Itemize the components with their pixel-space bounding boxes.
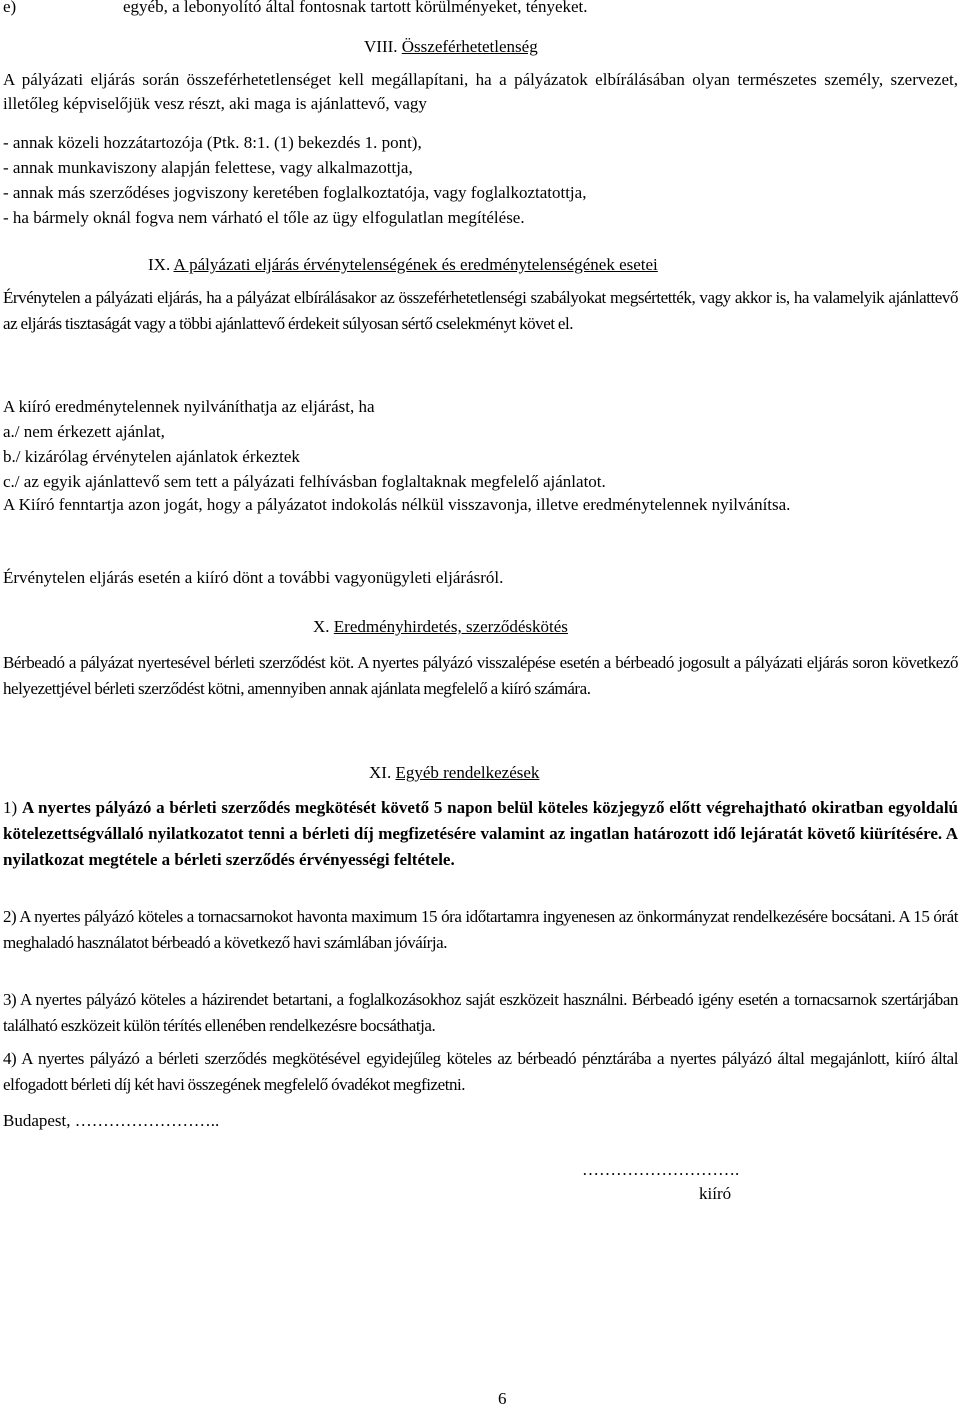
section-title: Eredményhirdetés, szerződéskötés bbox=[333, 617, 568, 636]
section-title: Egyéb rendelkezések bbox=[395, 763, 540, 782]
section-number: IX. bbox=[148, 255, 171, 274]
section-heading-ix bbox=[148, 252, 658, 277]
section-title: A pályázati eljárás érvénytelenségének és eredménytelenségének esetei bbox=[173, 255, 658, 274]
section-viii-list bbox=[3, 130, 958, 230]
page-number: 6 bbox=[498, 1389, 507, 1408]
section-xi-paragraph-3: 3) A nyertes pályázó köteles a házirendet betartani, a foglalkozásokhoz saját eszközeit használni. Bérbeadó igény esetén a tornacsarnok szertárjában található eszközeit külön térítés ellenében rendelkezésre bocsáthatja. bbox=[3, 990, 958, 1035]
section-xi-paragraph-2: 2) A nyertes pályázó köteles a tornacsarnokot havonta maximum 15 óra időtartamra ingyenesen az önkormányzat rendelkezésére bocsátani. A 15 órát meghaladó használatot bérbeadó a következő havi számlában jóváírja. bbox=[3, 907, 958, 952]
section-ix-paragraph-3: Érvénytelen eljárás esetén a kiíró dönt a további vagyonügyleti eljárásról. bbox=[3, 568, 504, 587]
list-item: b./ kizárólag érvénytelen ajánlatok érkeztek bbox=[3, 447, 300, 466]
list-marker: e) bbox=[3, 0, 17, 16]
item-number: 1) bbox=[3, 798, 18, 817]
place-and-date: Budapest, …………………….. bbox=[3, 1111, 220, 1130]
list-item: a./ nem érkezett ajánlat, bbox=[3, 422, 165, 441]
section-heading-viii bbox=[364, 34, 538, 59]
list-item: - ha bármely oknál fogva nem várható el tőle az ügy elfogulatlan megítélése. bbox=[3, 208, 525, 227]
list-item: c./ az egyik ajánlattevő sem tett a pályázati felhívásban foglaltaknak megfelelő ajánlatot. bbox=[3, 472, 606, 491]
section-number: X. bbox=[313, 617, 330, 636]
list-lead: A kiíró eredménytelennek nyilváníthatja az eljárást, ha bbox=[3, 397, 375, 416]
section-xi-paragraph-1 bbox=[3, 795, 958, 873]
section-ix-paragraph-1: Érvénytelen a pályázati eljárás, ha a pályázat elbírálásakor az összeférhetetlenségi szabályokat megsértették, vagy akkor is, ha valamelyik ajánlattevő az eljárás tisztaságát vagy a többi ajánlattevő érdekeit súlyosan sértő cselekményt követ el. bbox=[3, 288, 958, 333]
signature-role: kiíró bbox=[699, 1184, 732, 1203]
list-item: - annak más szerződéses jogviszony keretében foglalkoztatója, vagy foglalkoztatottja, bbox=[3, 183, 587, 202]
list-item: - annak közeli hozzátartozója (Ptk. 8:1. (1) bekezdés 1. pont), bbox=[3, 133, 422, 152]
section-ix-paragraph-2: A Kiíró fenntartja azon jogát, hogy a pályázatot indokolás nélkül visszavonja, illetve eredménytelennek nyilvánítsa. bbox=[3, 495, 791, 514]
section-viii-intro: A pályázati eljárás során összeférhetetlenséget kell megállapítani, ha a pályázatok elbírálásában olyan természetes személy, szervezet, illetőleg képviselőjük vesz részt, aki maga is ajánlattevő, vagy bbox=[3, 70, 958, 113]
list-item: - annak munkaviszony alapján felettese, vagy alkalmazottja, bbox=[3, 158, 413, 177]
section-number: VIII. bbox=[364, 37, 398, 56]
section-number: XI. bbox=[369, 763, 392, 782]
section-title: Összeférhetetlenség bbox=[401, 37, 538, 56]
list-item-text: egyéb, a lebonyolító által fontosnak tartott körülményeket, tényeket. bbox=[123, 0, 588, 16]
section-heading-x bbox=[313, 614, 568, 639]
section-x-paragraph: Bérbeadó a pályázat nyertesével bérleti szerződést köt. A nyertes pályázó visszalépése esetén a bérbeadó jogosult a pályázati eljárás soron következő helyezettjével bérleti szerződést kötni, amennyiben annak ajánlata megfelelő a kiíró számára. bbox=[3, 653, 958, 698]
section-xi-paragraph-4: 4) A nyertes pályázó a bérleti szerződés megkötésével egyidejűleg köteles az bérbeadó pénztárába a nyertes pályázó által megajánlott, kiíró által elfogadott bérleti díj két havi összegének megfelelő óvadékot megfizetni. bbox=[3, 1049, 958, 1094]
section-ix-list bbox=[3, 394, 958, 494]
signature-line: ………………………. bbox=[582, 1160, 740, 1179]
section-heading-xi bbox=[369, 760, 539, 785]
item-text: A nyertes pályázó a bérleti szerződés megkötését követő 5 napon belül köteles közjegyző előtt végrehajtható okiratban egyoldalú kötelezettségvállaló nyilatkozatot tenni a bérleti díj megfizetésére valamint az ingatlan határozott idő lejáratát követő kiürítésére. A nyilatkozat megtétele a bérleti szerződés érvényességi feltétele. bbox=[3, 798, 959, 869]
